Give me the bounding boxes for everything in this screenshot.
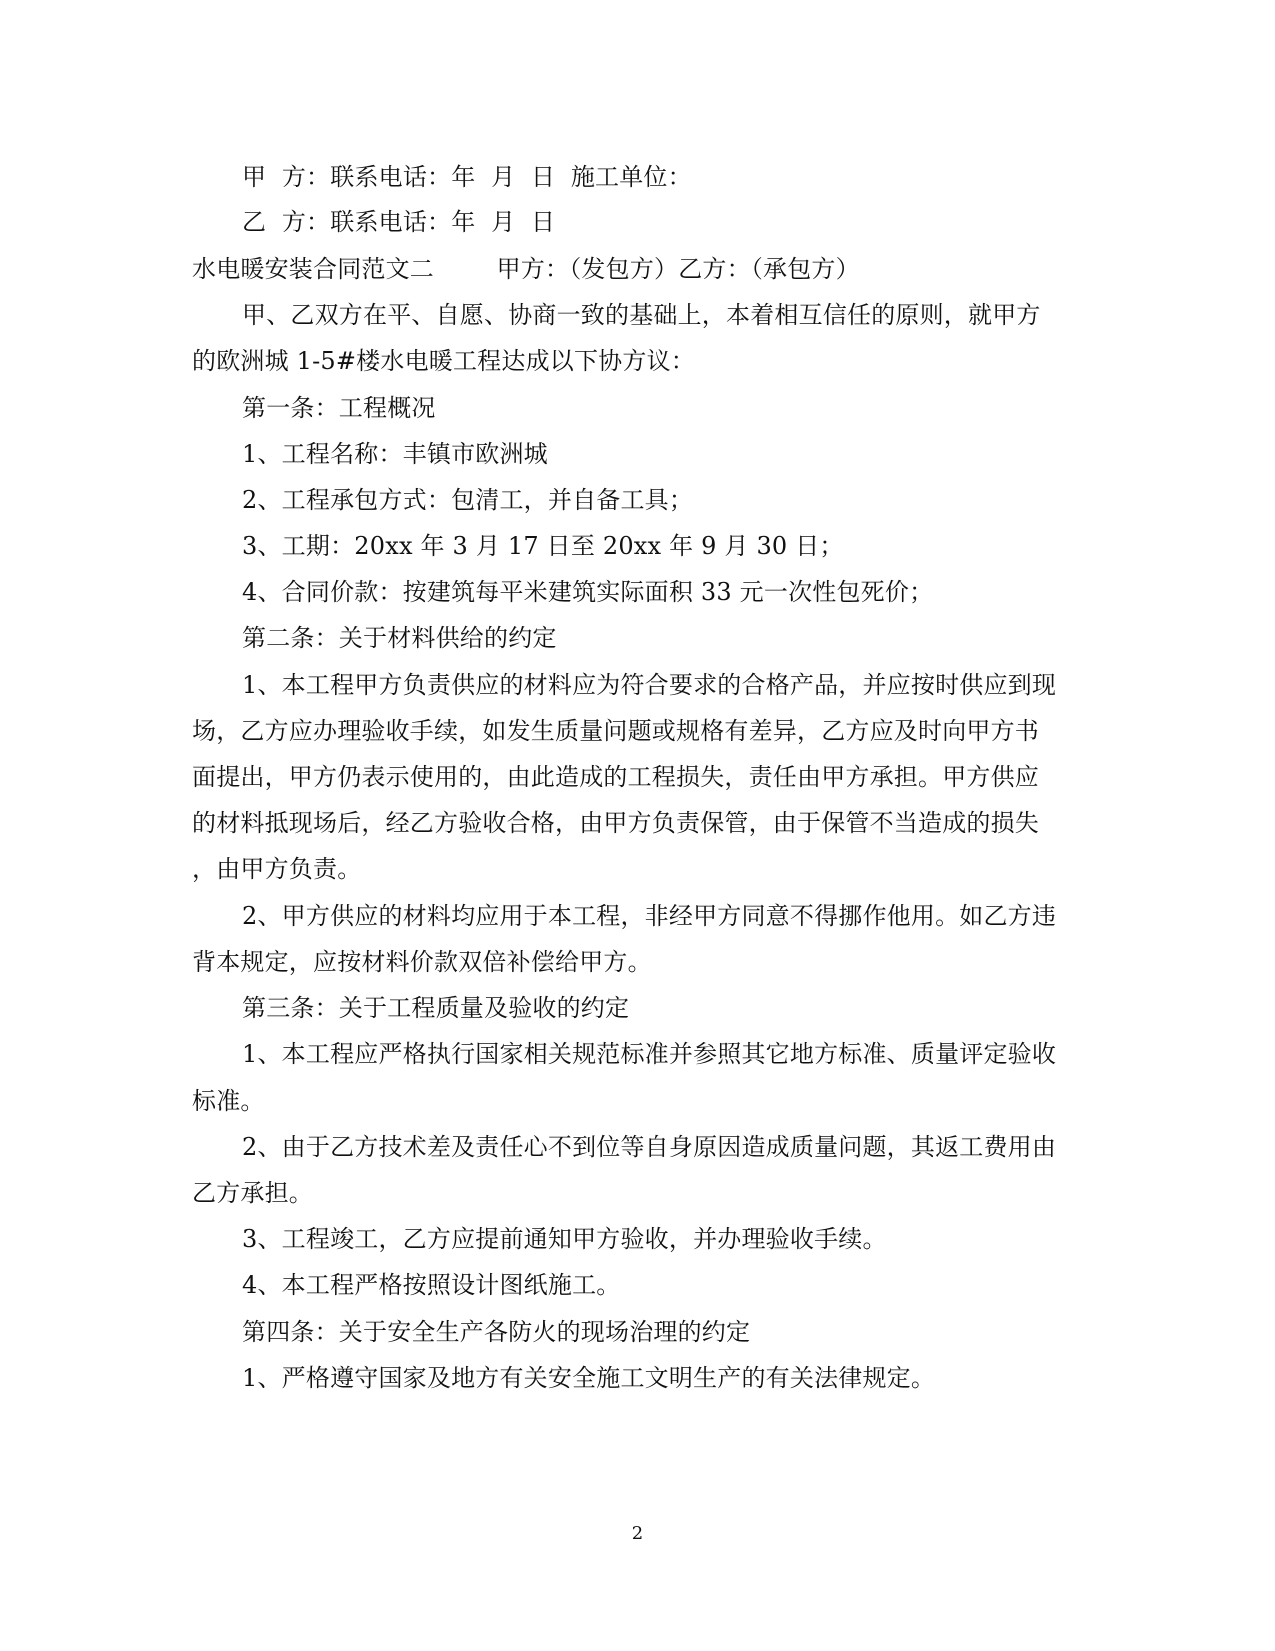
article-2-item-2-line-2: 背本规定，应按材料价款双倍补偿给甲方。 [192, 948, 652, 976]
article-3-item-1-line-2: 标准。 [192, 1087, 265, 1115]
party-a-line: 甲 方：联系电话：年 月 日 施工单位： [242, 163, 692, 191]
party-b-line: 乙 方：联系电话：年 月 日 [242, 208, 556, 236]
article-1-item-2: 2、工程承包方式：包清工，并自备工具； [242, 486, 694, 514]
article-2-heading: 第二条：关于材料供给的约定 [242, 624, 557, 652]
preamble-line-2: 的欧洲城 1-5#楼水电暖工程达成以下协方议： [192, 347, 695, 375]
article-3-item-3: 3、工程竣工，乙方应提前通知甲方验收，并办理验收手续。 [242, 1225, 887, 1253]
article-3-item-4: 4、本工程严格按照设计图纸施工。 [242, 1271, 621, 1299]
article-1-item-1: 1、工程名称：丰镇市欧洲城 [242, 440, 548, 468]
article-4-item-1: 1、严格遵守国家及地方有关安全施工文明生产的有关法律规定。 [242, 1364, 936, 1392]
article-2-item-1-line-5: ，由甲方负责。 [192, 855, 362, 883]
article-3-item-2-line-2: 乙方承担。 [192, 1179, 313, 1207]
preamble-line-1: 甲、乙双方在平、自愿、协商一致的基础上，本着相互信任的原则，就甲方 [242, 301, 1041, 329]
article-4-heading: 第四条：关于安全生产各防火的现场治理的约定 [242, 1318, 751, 1346]
article-1-heading: 第一条：工程概况 [242, 394, 436, 422]
article-2-item-1-line-2: 场，乙方应办理验收手续，如发生质量问题或规格有差异，乙方应及时向甲方书 [192, 717, 1039, 745]
article-3-heading: 第三条：关于工程质量及验收的约定 [242, 994, 630, 1022]
page-number: 2 [631, 1523, 644, 1544]
article-3-item-2-line-1: 2、由于乙方技术差及责任心不到位等自身原因造成质量问题，其返工费用由 [242, 1133, 1057, 1161]
article-1-item-4: 4、合同价款：按建筑每平米建筑实际面积 33 元一次性包死价； [242, 578, 934, 606]
article-2-item-1-line-1: 1、本工程甲方负责供应的材料应为符合要求的合格产品，并应按时供应到现 [242, 671, 1057, 699]
article-2-item-1-line-3: 面提出，甲方仍表示使用的，由此造成的工程损失，责任由甲方承担。甲方供应 [192, 763, 1039, 791]
article-2-item-1-line-4: 的材料抵现场后，经乙方验收合格，由甲方负责保管，由于保管不当造成的损失 [192, 809, 1039, 837]
article-2-item-2-line-1: 2、甲方供应的材料均应用于本工程，非经甲方同意不得挪作他用。如乙方违 [242, 902, 1057, 930]
article-3-item-1-line-1: 1、本工程应严格执行国家相关规范标准并参照其它地方标准、质量评定验收 [242, 1040, 1057, 1068]
article-1-item-3: 3、工期：20xx 年 3 月 17 日至 20xx 年 9 月 30 日； [242, 532, 844, 560]
contract-title-line: 水电暖安装合同范文二 甲方：（发包方）乙方：（承包方） [192, 255, 860, 283]
